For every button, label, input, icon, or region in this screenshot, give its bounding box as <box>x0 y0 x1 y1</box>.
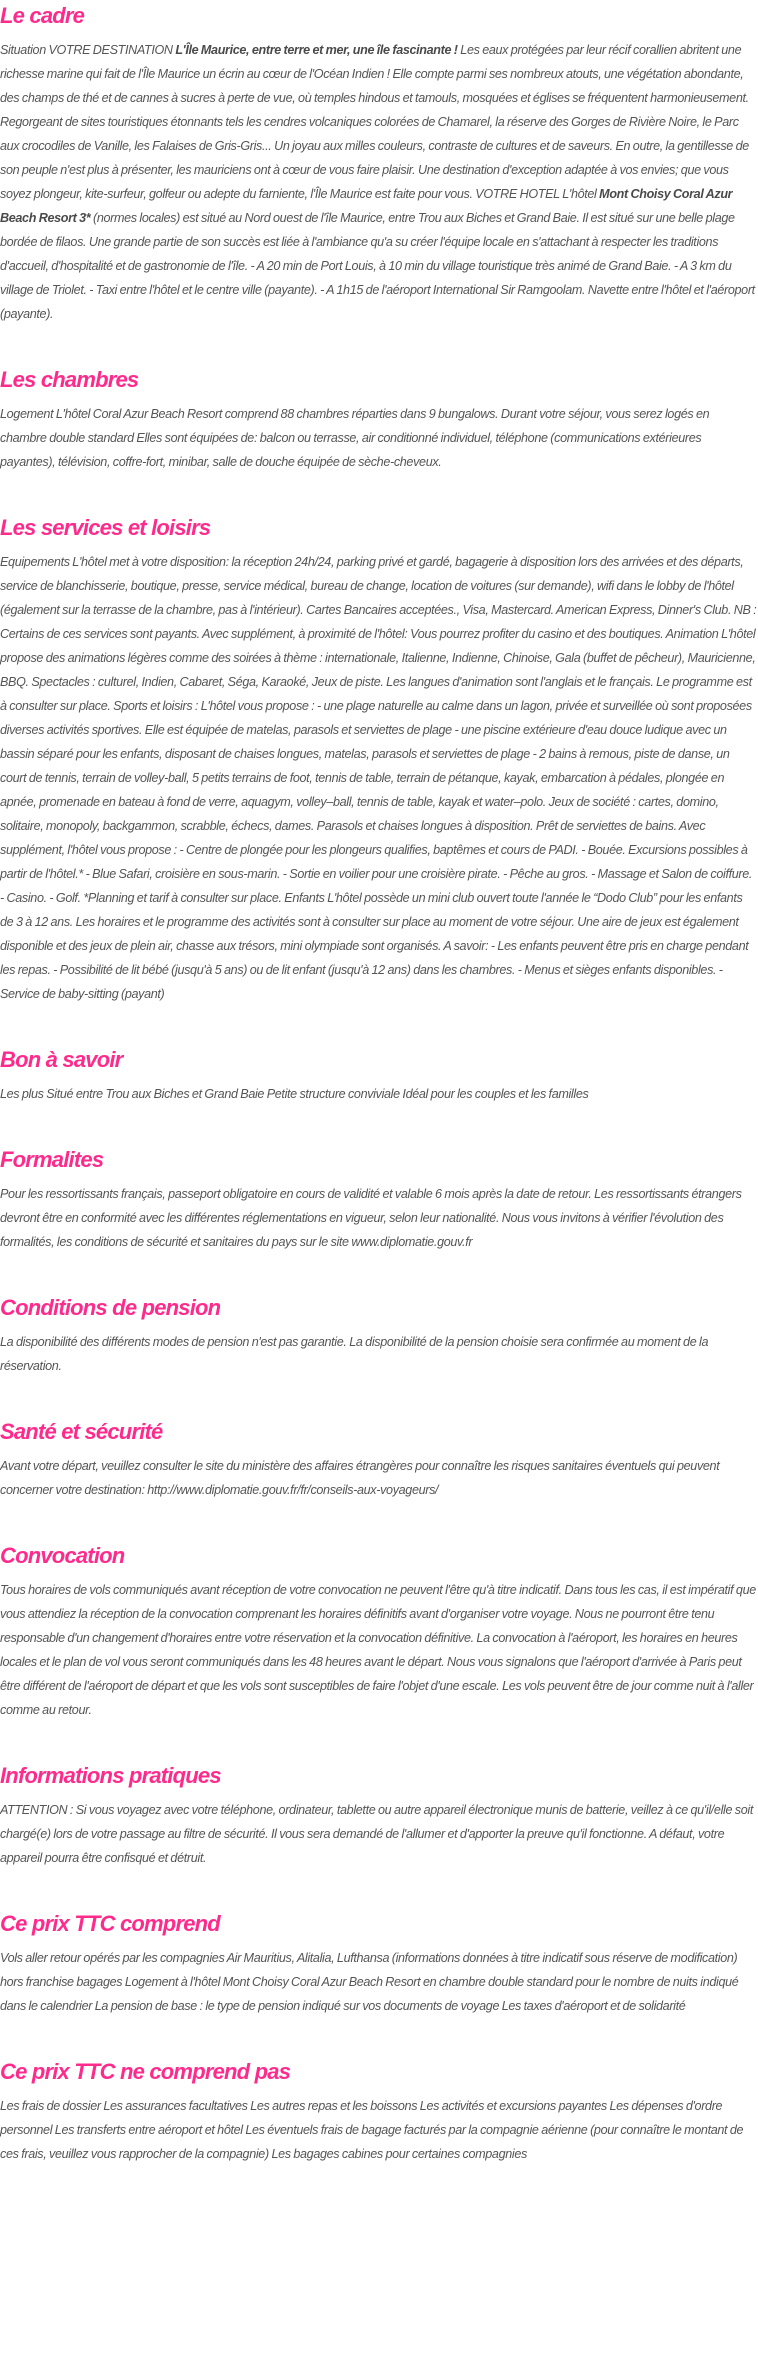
section-formalites <box>0 1144 758 1254</box>
section-title: Conditions de pension <box>0 1295 221 1320</box>
section-body: Avant votre départ, veuillez consulter le site du ministère des affaires étrangères pour connaître les risques sanitaires éventuels qui peuvent concerner votre destination: http://www.diplomatie.gouv.fr/fr/conseils-aux-voyageurs/ <box>0 1459 720 1497</box>
section-les-chambres <box>0 364 758 474</box>
section-body: Tous horaires de vols communiqués avant réception de votre convocation ne peuvent l'être qu'à titre indicatif. Dans tous les cas, il est impératif que vous attendiez la réception de la convocation comprenant les horaires définitifs avant d'organiser votre voyage. Nous ne pourront être tenu responsable d'un changement d'horaires entre votre réservation et la convocation définitive. La convocation à l'aéroport, les horaires en heures locales et le plan de vol vous seront communiqués dans les 48 heures avant le départ. Nous vous signalons que l'aéroport d'arrivée à Paris peut être différent de l'aéroport de départ et que les vols sont susceptibles de faire l'objet d'une escale. Les vols peuvent être de jour comme nuit à l'aller comme au retour. <box>0 1583 756 1717</box>
section-title: Formalites <box>0 1147 104 1172</box>
section-title: Convocation <box>0 1543 125 1568</box>
section-body: Les frais de dossier Les assurances facultatives Les autres repas et les boissons Les activités et excursions payantes Les dépenses d'ordre personnel Les transferts entre aéroport et hôtel Les éventuels frais de bagage facturés par la compagnie aérienne (pour connaître le montant de ces frais, veuillez vous rapprocher de la compagnie) Les bagages cabines pour certaines compagnies <box>0 2099 744 2161</box>
section-convocation <box>0 1540 758 1722</box>
section-services-loisirs <box>0 512 758 1006</box>
section-prix-comprend <box>0 1908 758 2018</box>
section-title: Ce prix TTC comprend <box>0 1911 220 1936</box>
section-body: ATTENTION : Si vous voyagez avec votre téléphone, ordinateur, tablette ou autre appareil électronique munis de batterie, veillez à ce qu'il/elle soit chargé(e) lors de votre passage au filtre de sécurité. Il vous sera demandé de l'allumer et d'apporter la preuve qu'il fonctionne. A défaut, votre appareil pourra être confisqué et détruit. <box>0 1803 753 1865</box>
section-title: Bon à savoir <box>0 1047 123 1072</box>
section-bon-a-savoir <box>0 1044 758 1106</box>
section-body: Logement L'hôtel Coral Azur Beach Resort comprend 88 chambres réparties dans 9 bungalows. Durant votre séjour, vous serez logés en chambre double standard Elles sont équipées de: balcon ou terrasse, air conditionné individuel, téléphone (communications extérieures payantes), télévision, coffre-fort, minibar, salle de douche équipée de sèche-cheveux. <box>0 407 710 469</box>
section-body <box>0 38 758 326</box>
section-title: Les chambres <box>0 367 139 392</box>
section-body: La disponibilité des différents modes de pension n'est pas garantie. La disponibilité de la pension choisie sera confirmée au moment de la réservation. <box>0 1335 709 1373</box>
section-title: Ce prix TTC ne comprend pas <box>0 2059 291 2084</box>
destination-tagline: L'Île Maurice, entre terre et mer, une île fascinante ! <box>175 43 458 57</box>
section-title: Santé et sécurité <box>0 1419 163 1444</box>
section-body: Equipements L'hôtel met à votre disposition: la réception 24h/24, parking privé et gardé, bagagerie à disposition lors des arrivées et des départs, service de blanchisserie, boutique, presse, service médical, bureau de change, location de voitures (sur demande), wifi dans le lobby de l'hôtel (également sur la terrasse de la chambre, pas à l'intérieur). Cartes Bancaires acceptées., Visa, Mastercard. American Express, Dinner's Club. NB : Certains de ces services sont payants. Avec supplément, à proximité de l'hôtel: Vous pourrez profiter du casino et des boutiques. Animation L'hôtel propose des animations légères comme des soirées à thème : internationale, Italienne, Indienne, Chinoise, Gala (buffet de pêcheur), Mauricienne, BBQ. Spectacles : culturel, Indien, Cabaret, Séga, Karaoké, Jeux de piste. Les langues d'animation sont l'anglais et le français. Le programme est à consulter sur place. Sports et loisirs : L'hôtel vous propose : - une plage naturelle au calme dans un lagon, privée et surveillée où sont proposées diverses activités sportives. Elle est équipée de matelas, parasols et serviettes de plage - une piscine extérieure d'eau douce ludique avec un bassin séparé pour les enfants, disposant de chaises longues, matelas, parasols et serviettes de plage - 2 bains à remous, piste de danse, un court de tennis, terrain de volley-ball, 5 petits terrains de foot, tennis de table, terrain de pétanque, kayak, embarcation à pédales, plongée en apnée, promenade en bateau à fond de verre, aquagym, volley–ball, tennis de table, kayak et water–polo. Jeux de société : cartes, domino, solitaire, monopoly, backgammon, scrabble, échecs, dames. Parasols et chaises longues à disposition. Prêt de serviettes de bains. Avec supplément, l'hôtel vous propose : - Centre de plongée pour les plongeurs qualifies, baptêmes et cours de PADI. - Bouée. Excursions possibles à partir de l'hôtel.* - Blue Safari, croisière en sous-marin. - Sortie en voilier pour une croisière pirate. - Pêche au gros. - Massage et Salon de coiffure. - Casino. - Golf. *Planning et tarif à consulter sur place. Enfants L'hôtel possède un mini club ouvert toute l'année le “Dodo Club” pour les enfants de 3 à 12 ans. Les horaires et le programme des activités sont à consulter sur place au moment de votre séjour. Une aire de jeux est également disponible et des jeux de plein air, chasse aux trésors, mini olympiade sont organisés. A savoir: - Les enfants peuvent être pris en charge pendant les repas. - Possibilité de lit bébé (jusqu'à 5 ans) ou de lit enfant (jusqu'à 12 ans) dans les chambres. - Menus et sièges enfants disponibles. - Service de baby-sitting (payant) <box>0 555 757 1001</box>
section-body: Les plus Situé entre Trou aux Biches et Grand Baie Petite structure conviviale Idéal pour les couples et les familles <box>0 1087 589 1101</box>
body-text: (normes locales) est situé au Nord ouest de l'île Maurice, entre Trou aux Biches et Grand Baie. Il est situé sur une belle plage bordée de filaos. Une grande partie de son succès est liée à l'ambiance qu'a su créer l'équipe locale en s'attachant à respecter les traditions d'accueil, d'hospitalité et de gastronomie de l'île. - A 20 min de Port Louis, à 10 min du village touristique très animé de Grand Baie. - A 3 km du village de Triolet. - Taxi entre l'hôtel et le centre ville (payante). - A 1h15 de l'aéroport International Sir Ramgoolam. Navette entre l'hôtel et l'aéroport (payante). <box>0 211 755 321</box>
section-le-cadre <box>0 0 758 326</box>
section-body: Pour les ressortissants français, passeport obligatoire en cours de validité et valable 6 mois après la date de retour. Les ressortissants étrangers devront être en conformité avec les différentes réglementations en vigueur, selon leur nationalité. Nous vous invitons à vérifier l'évolution des formalités, les conditions de sécurité et sanitaires du pays sur le site www.diplomatie.gouv.fr <box>0 1187 742 1249</box>
section-conditions-pension <box>0 1292 758 1378</box>
section-title: Les services et loisirs <box>0 515 211 540</box>
body-text: Les eaux protégées par leur récif corallien abritent une richesse marine qui fait de l'Île Maurice un écrin au cœur de l'Océan Indien ! Elle compte parmi ses nombreux atouts, une végétation abondante, des champs de thé et de cannes à sucres à perte de vue, où temples hindous et tamouls, mosquées et églises se fréquentent harmonieusement. Regorgeant de sites touristiques étonnants tels les cendres volcaniques colorées de Chamarel, la réserve des Gorges de Rivière Noire, le Parc aux crocodiles de Vanille, les Falaises de Gris-Gris... Un joyau aux milles couleurs, contraste de cultures et de saveurs. En outre, la gentillesse de son peuple n'est plus à présenter, les mauriciens ont à cœur de vous faire plaisir. Une destination d'exception adaptée à vos envies; que vous soyez plongeur, kite-surfeur, golfeur ou adepte du farniente, l'Île Maurice est faite pour vous. VOTRE HOTEL L'hôtel <box>0 43 749 201</box>
body-text: Situation VOTRE DESTINATION <box>0 43 176 57</box>
section-title: Informations pratiques <box>0 1763 221 1788</box>
section-title: Le cadre <box>0 3 85 28</box>
section-prix-ne-comprend-pas <box>0 2056 758 2166</box>
hotel-name: Mont Choisy Coral Azur Beach Resort 3* <box>0 187 733 225</box>
section-sante-securite <box>0 1416 758 1502</box>
section-body: Vols aller retour opérés par les compagnies Air Mauritius, Alitalia, Lufthansa (informations données à titre indicatif sous réserve de modification) hors franchise bagages Logement à l'hôtel Mont Choisy Coral Azur Beach Resort en chambre double standard pour le nombre de nuits indiqué dans le calendrier La pension de base : le type de pension indiqué sur vos documents de voyage Les taxes d'aéroport et de solidarité <box>0 1951 739 2013</box>
section-informations-pratiques <box>0 1760 758 1870</box>
